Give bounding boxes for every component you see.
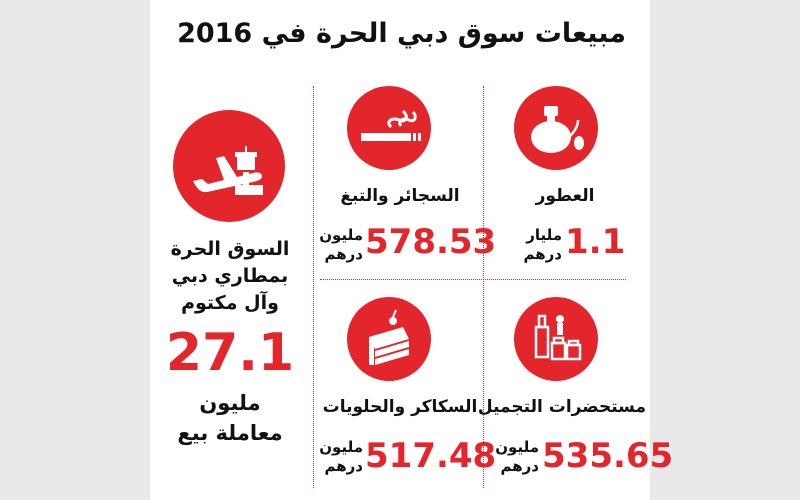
sweets-sales-value: 517.48: [365, 436, 497, 476]
category-label: السجائر والتبغ: [340, 186, 460, 206]
unit-line: درهم: [324, 245, 363, 263]
category-label: العطور: [535, 186, 595, 206]
unit-line: درهم: [523, 245, 562, 263]
cigarette-icon: [347, 86, 431, 170]
tobacco-sales-value: 578.53: [365, 222, 497, 262]
perfume-sales-value: 1.1: [565, 222, 626, 262]
airport-unit: [150, 388, 310, 448]
airport-unit-line: معاملة بيع: [177, 421, 283, 445]
unit-line: درهم: [324, 457, 363, 475]
perfume-sales-unit: [502, 226, 562, 264]
column-divider: [313, 86, 314, 488]
perfume-bottle-icon: [514, 86, 598, 170]
sweets-sales-unit: [318, 438, 363, 476]
cosmetics-sales-value: 535.65: [542, 436, 674, 476]
unit-line: مليون: [495, 438, 539, 456]
unit-line: درهم: [500, 457, 539, 475]
category-label: مستحضرات التجميل: [477, 397, 646, 417]
airport-label: [150, 236, 310, 317]
airport-label-line: وآل مكتوم: [181, 292, 279, 314]
airport-label-line: السوق الحرة: [170, 238, 290, 260]
infographic-title: مبيعات سوق دبي الحرة في 2016: [177, 18, 626, 49]
airport-transactions-value: 27.1: [165, 323, 295, 383]
airport-unit-line: مليون: [199, 391, 261, 415]
row-divider: [320, 279, 626, 280]
unit-line: مليون: [319, 438, 363, 456]
infographic-panel: [150, 0, 674, 500]
category-label: السكاكر والحلويات: [322, 397, 478, 417]
airplane-tower-icon: [173, 110, 285, 222]
cosmetics-icon: [514, 297, 598, 381]
cake-slice-icon: [347, 297, 431, 381]
unit-line: مليار: [526, 226, 562, 244]
tobacco-sales-unit: [318, 226, 363, 264]
airport-label-line: بمطاري دبي: [171, 265, 289, 287]
unit-line: مليون: [319, 226, 363, 244]
column-divider: [483, 86, 484, 488]
